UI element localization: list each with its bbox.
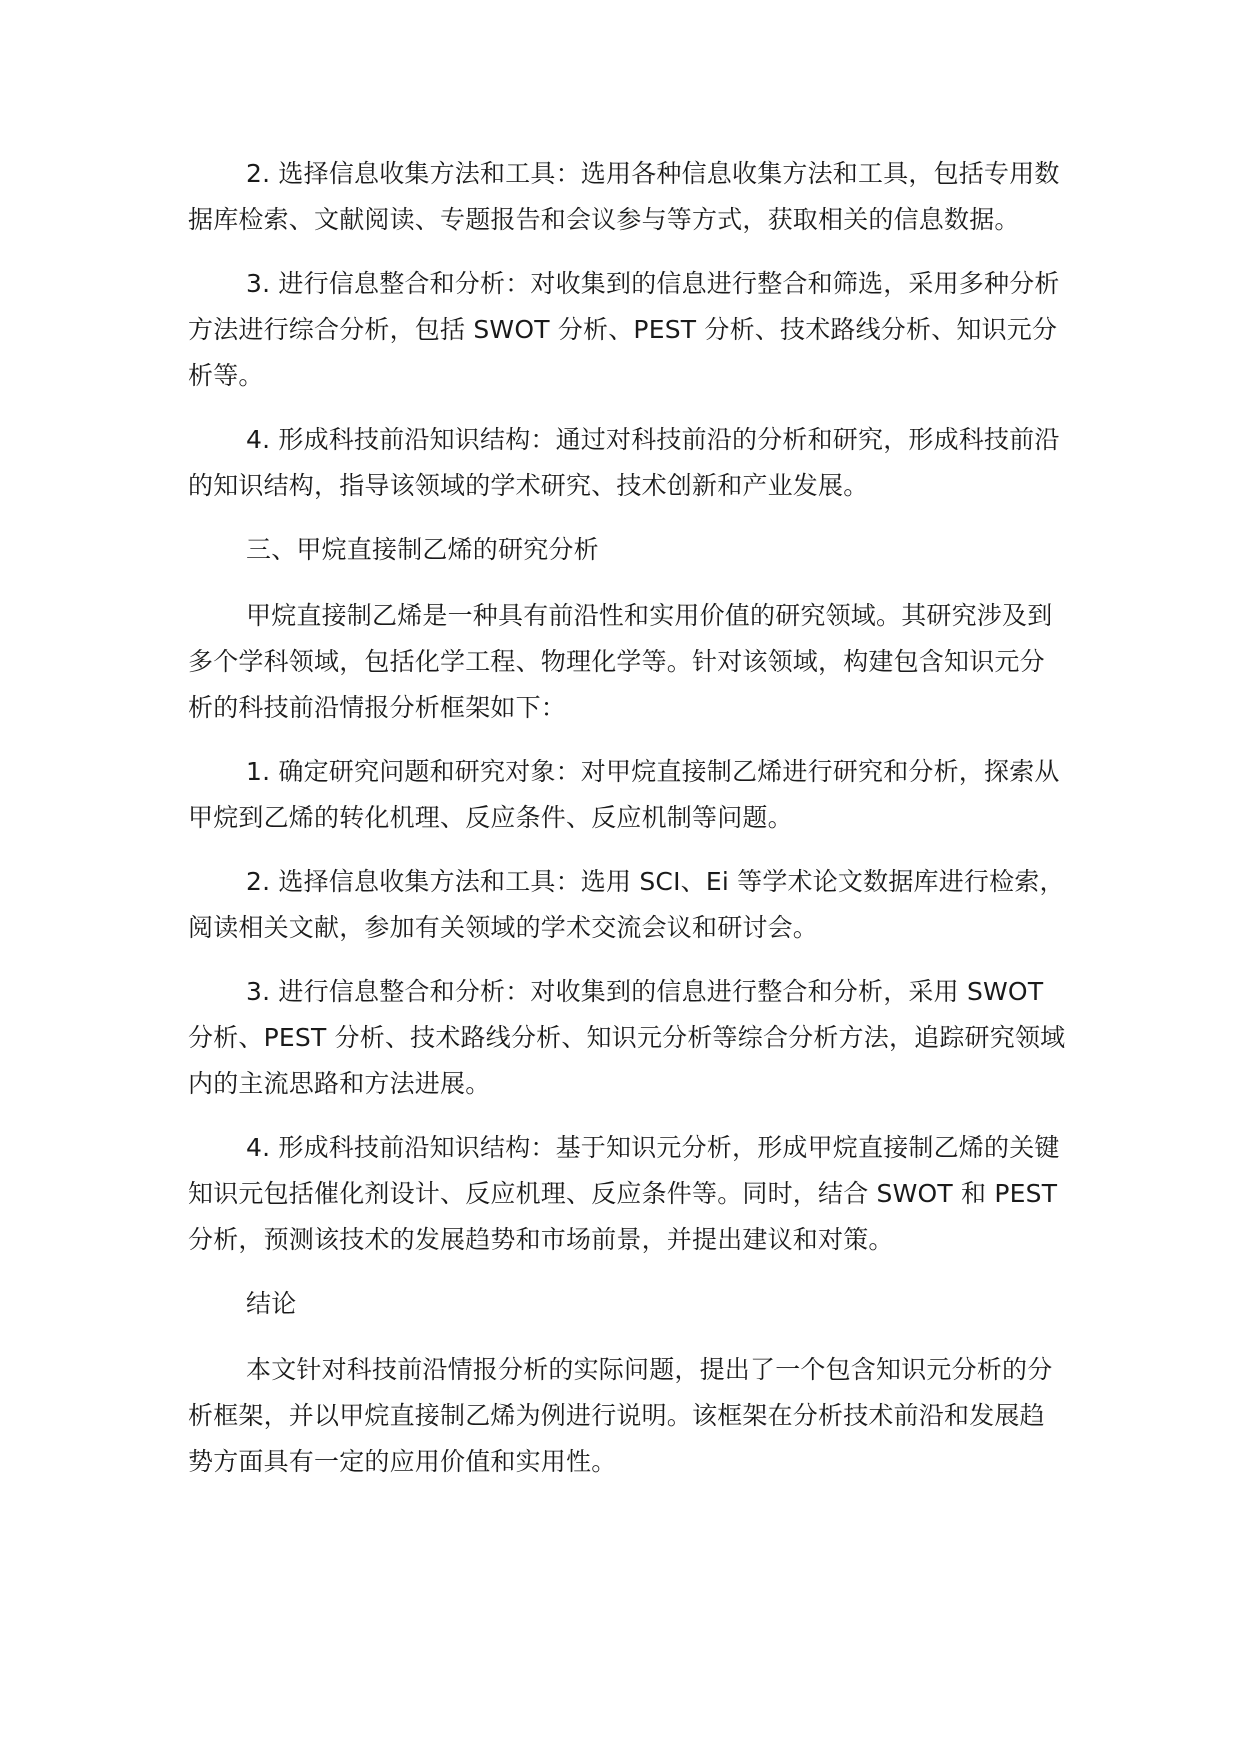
paragraph-methane-intro: 甲烷直接制乙烯是一种具有前沿性和实用价值的研究领域。其研究涉及到多个学科领域，包括化学工程、物理化学等。针对该领域，构建包含知识元分析的科技前沿情报分析框架如下： xyxy=(188,601,1053,722)
paragraph-conclusion: 本文针对科技前沿情报分析的实际问题，提出了一个包含知识元分析的分析框架，并以甲烷直接制乙烯为例进行说明。该框架在分析技术前沿和发展趋势方面具有一定的应用价值和实用性。 xyxy=(188,1355,1053,1476)
section-heading-methane-ethylene: 三、甲烷直接制乙烯的研究分析 xyxy=(246,535,599,564)
paragraph-case-step-1: 1. 确定研究问题和研究对象：对甲烷直接制乙烯进行研究和分析，探索从甲烷到乙烯的转化机理、反应条件、反应机制等问题。 xyxy=(188,757,1060,832)
paragraph-case-step-2: 2. 选择信息收集方法和工具：选用 SCI、Ei 等学术论文数据库进行检索，阅读相关文献，参加有关领域的学术交流会议和研讨会。 xyxy=(188,867,1065,942)
paragraph-step-4-knowledge-structure: 4. 形成科技前沿知识结构：通过对科技前沿的分析和研究，形成科技前沿的知识结构，指导该领域的学术研究、技术创新和产业发展。 xyxy=(188,425,1060,500)
document-body xyxy=(188,151,1068,1503)
paragraph-case-step-4: 4. 形成科技前沿知识结构：基于知识元分析，形成甲烷直接制乙烯的关键知识元包括催化剂设计、反应机理、反应条件等。同时，结合 SWOT 和 PEST 分析，预测该技术的发展趋势和市场前景，并提出建议和对策。 xyxy=(188,1133,1060,1254)
paragraph-step-2-collect-methods: 2. 选择信息收集方法和工具：选用各种信息收集方法和工具，包括专用数据库检索、文献阅读、专题报告和会议参与等方式，获取相关的信息数据。 xyxy=(188,159,1060,234)
paragraph-case-step-3: 3. 进行信息整合和分析：对收集到的信息进行整合和分析，采用 SWOT 分析、PEST 分析、技术路线分析、知识元分析等综合分析方法，追踪研究领域内的主流思路和方法进展。 xyxy=(188,977,1066,1098)
paragraph-step-3-integrate-analyze: 3. 进行信息整合和分析：对收集到的信息进行整合和筛选，采用多种分析方法进行综合分析，包括 SWOT 分析、PEST 分析、技术路线分析、知识元分析等。 xyxy=(188,269,1060,390)
section-heading-conclusion: 结论 xyxy=(246,1289,297,1318)
